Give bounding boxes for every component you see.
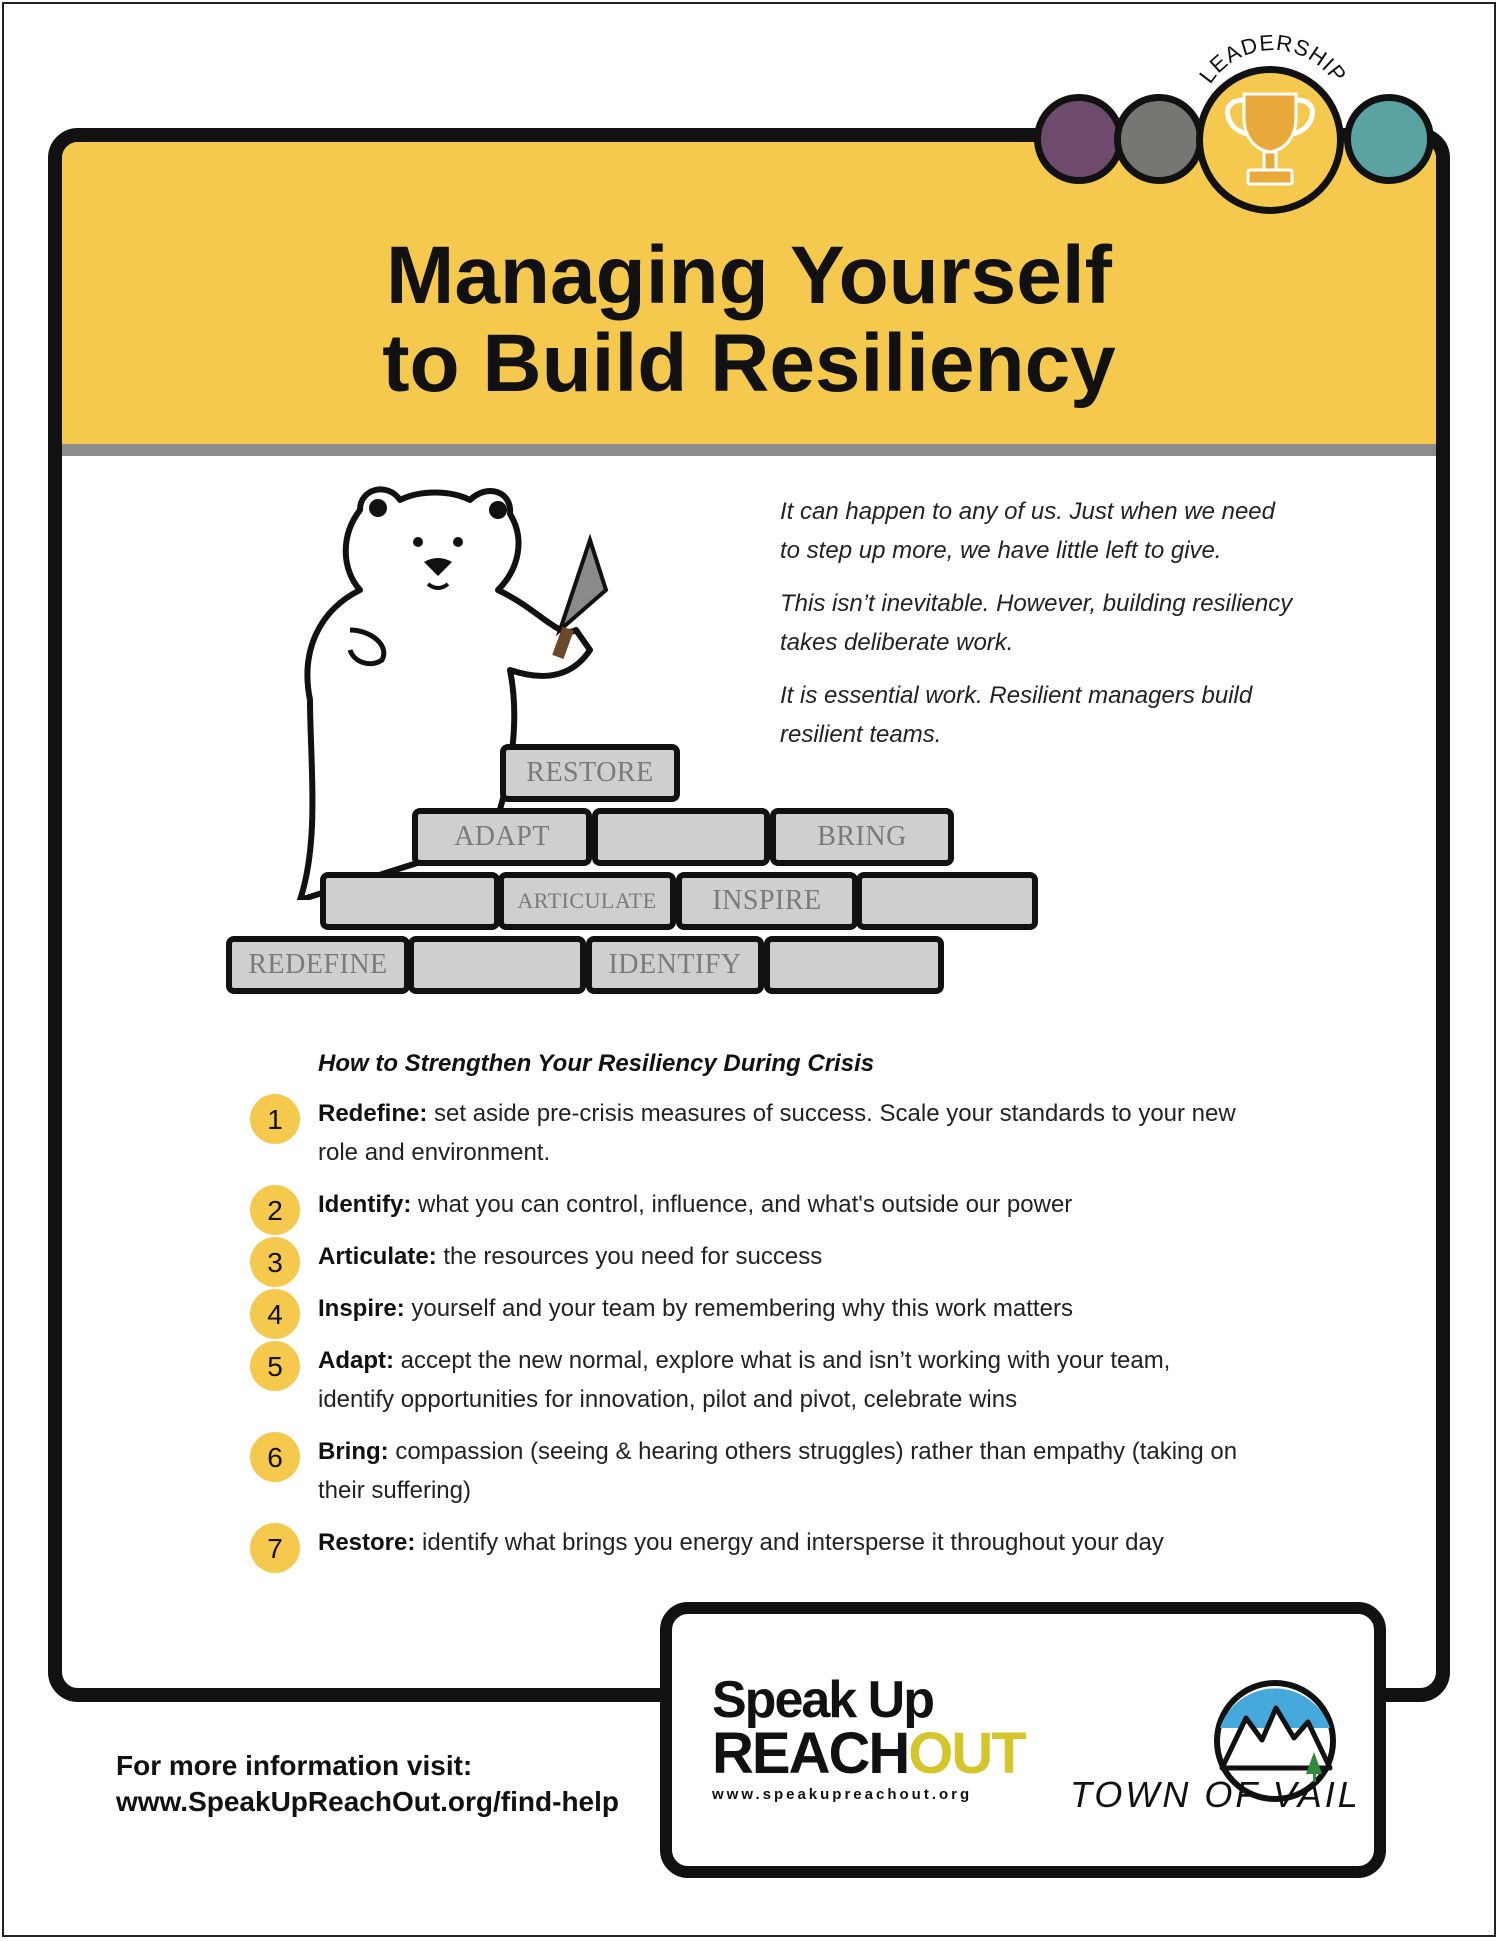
brick-identify: IDENTIFY — [586, 936, 764, 994]
svg-text:LEADERSHIP — [1194, 30, 1352, 88]
speak-up-reach-out-logo — [712, 1671, 1042, 1803]
step-number-badge: 4 — [250, 1289, 300, 1339]
list-item — [250, 1341, 1250, 1419]
list-heading: How to Strengthen Your Resiliency During Crisis — [318, 1050, 875, 1077]
brick-blank — [408, 936, 586, 994]
step-text: yourself and your team by remembering why this work matters — [404, 1295, 1073, 1322]
category-dot-purple — [1034, 94, 1124, 184]
step-number-badge: 3 — [250, 1237, 300, 1287]
footer-info-url[interactable]: www.SpeakUpReachOut.org/find-help — [116, 1786, 620, 1817]
list-item — [250, 1094, 1250, 1172]
leadership-label — [1170, 20, 1370, 120]
brick-inspire: INSPIRE — [676, 872, 858, 930]
logo-out: OUT — [908, 1721, 1025, 1786]
brick-adapt: ADAPT — [412, 808, 592, 866]
brick-restore: RESTORE — [500, 744, 680, 802]
list-item — [250, 1432, 1250, 1510]
logo-reach-out — [712, 1721, 1042, 1786]
step-term: Restore: — [318, 1529, 416, 1556]
step-number-badge: 7 — [250, 1523, 300, 1573]
logo-box — [660, 1602, 1386, 1878]
brick-articulate: ARTICULATE — [498, 872, 676, 930]
step-term: Redefine: — [318, 1100, 428, 1127]
step-term: Adapt: — [318, 1347, 394, 1374]
brick-blank — [856, 872, 1038, 930]
title-line-1: Managing Yourself — [386, 230, 1112, 321]
brick-blank — [320, 872, 500, 930]
step-number-badge: 5 — [250, 1341, 300, 1391]
intro-paragraph: This isn’t inevitable. However, building resiliency takes deliberate work. — [780, 590, 1293, 656]
banner-divider — [62, 444, 1436, 456]
step-number-badge: 6 — [250, 1432, 300, 1482]
intro-text — [780, 492, 1300, 768]
brick-blank — [592, 808, 770, 866]
step-term: Bring: — [318, 1438, 389, 1465]
footer-info-label: For more information visit: — [116, 1750, 473, 1781]
list-item — [250, 1185, 1250, 1224]
logo-speak-up: Speak Up — [712, 1671, 933, 1729]
footer-info — [116, 1748, 619, 1820]
intro-paragraph: It can happen to any of us. Just when we need to step up more, we have little left to give. — [780, 498, 1275, 564]
list-item — [250, 1237, 1250, 1276]
step-number-badge: 1 — [250, 1094, 300, 1144]
brick-bring: BRING — [770, 808, 954, 866]
step-term: Identify: — [318, 1191, 412, 1218]
logo-reach: REACH — [712, 1721, 909, 1786]
title-line-2: to Build Resiliency — [382, 318, 1116, 409]
step-text: the resources you need for success — [436, 1243, 823, 1270]
resiliency-steps-list — [250, 1094, 1250, 1575]
town-of-vail-logo-text: TOWN OF VAIL — [1070, 1774, 1361, 1815]
brick-redefine: REDEFINE — [226, 936, 410, 994]
list-item — [250, 1523, 1250, 1562]
step-text: identify what brings you energy and intersperse it throughout your day — [415, 1529, 1164, 1556]
step-text: compassion (seeing & hearing others struggles) rather than empathy (taking on their suffering) — [318, 1438, 1238, 1504]
intro-paragraph: It is essential work. Resilient managers build resilient teams. — [780, 682, 1253, 748]
leadership-text: LEADERSHIP — [1194, 29, 1352, 88]
step-number-badge: 2 — [250, 1185, 300, 1235]
page-title — [62, 232, 1436, 408]
step-text: accept the new normal, explore what is and isn’t working with your team, identify opportunities for innovation, pilot and pivot, celebrate wins — [318, 1347, 1171, 1413]
logo-url: www.speakupreachout.org — [712, 1786, 973, 1803]
list-item — [250, 1289, 1250, 1328]
step-term: Articulate: — [318, 1243, 437, 1270]
step-text: what you can control, influence, and what's outside our power — [411, 1191, 1073, 1218]
brick-blank — [764, 936, 944, 994]
step-term: Inspire: — [318, 1295, 405, 1322]
step-text: set aside pre-crisis measures of success. Scale your standards to your new role and environment. — [318, 1100, 1236, 1166]
